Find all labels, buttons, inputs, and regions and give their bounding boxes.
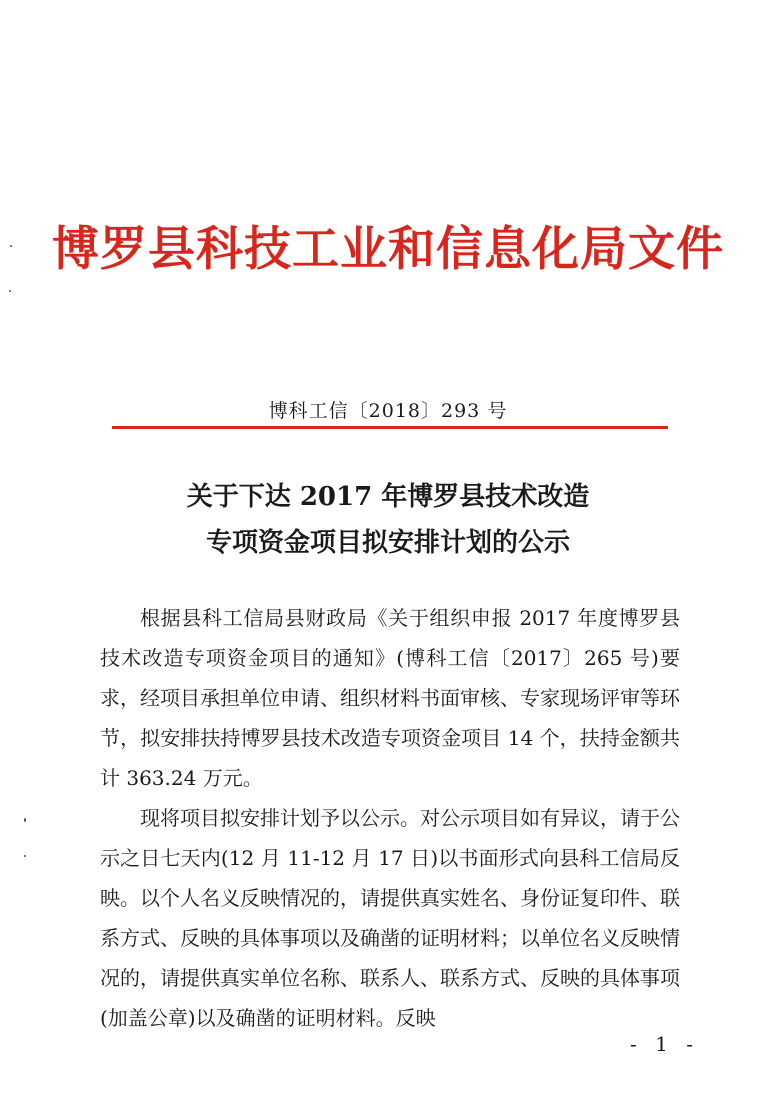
document-header-title: 博罗县科技工业和信息化局文件 xyxy=(52,222,724,277)
scan-speck xyxy=(24,818,26,822)
document-title xyxy=(0,474,776,566)
scan-speck xyxy=(10,245,12,247)
scan-speck xyxy=(24,855,26,857)
scan-speck xyxy=(9,290,11,292)
body-paragraph-2: 现将项目拟安排计划予以公示。对公示项目如有异议，请于公示之日七天内(12 月 11-12 月 17 日)以书面形式向县科工信局反映。以个人名义反映情况的，请提供真实姓名、身份证复印件、联系方式、反映的具体事项以及确凿的证明材料；以单位名义反映情况的，请提供真实单位名称、联系人、联系方式、反映的具体事项(加盖公章)以及确凿的证明材料。反映 xyxy=(100,806,680,1030)
red-divider-line xyxy=(112,426,668,429)
document-body xyxy=(100,598,680,1038)
document-number: 博科工信〔2018〕293 号 xyxy=(268,400,508,422)
body-paragraph-1: 根据县科工信局县财政局《关于组织申报 2017 年度博罗县技术改造专项资金项目的通知》(博科工信〔2017〕265 号)要求，经项目承担单位申请、组织材料书面审核、专家现场评审等环节，拟安排扶持博罗县技术改造专项资金项目 14 个，扶持金额共计 363.24 万元。 xyxy=(100,606,680,790)
page-number: - 1 - xyxy=(630,1032,699,1056)
document-title-line-1: 关于下达 2017 年博罗县技术改造 xyxy=(186,482,590,512)
document-title-line-2: 专项资金项目拟安排计划的公示 xyxy=(205,528,570,558)
